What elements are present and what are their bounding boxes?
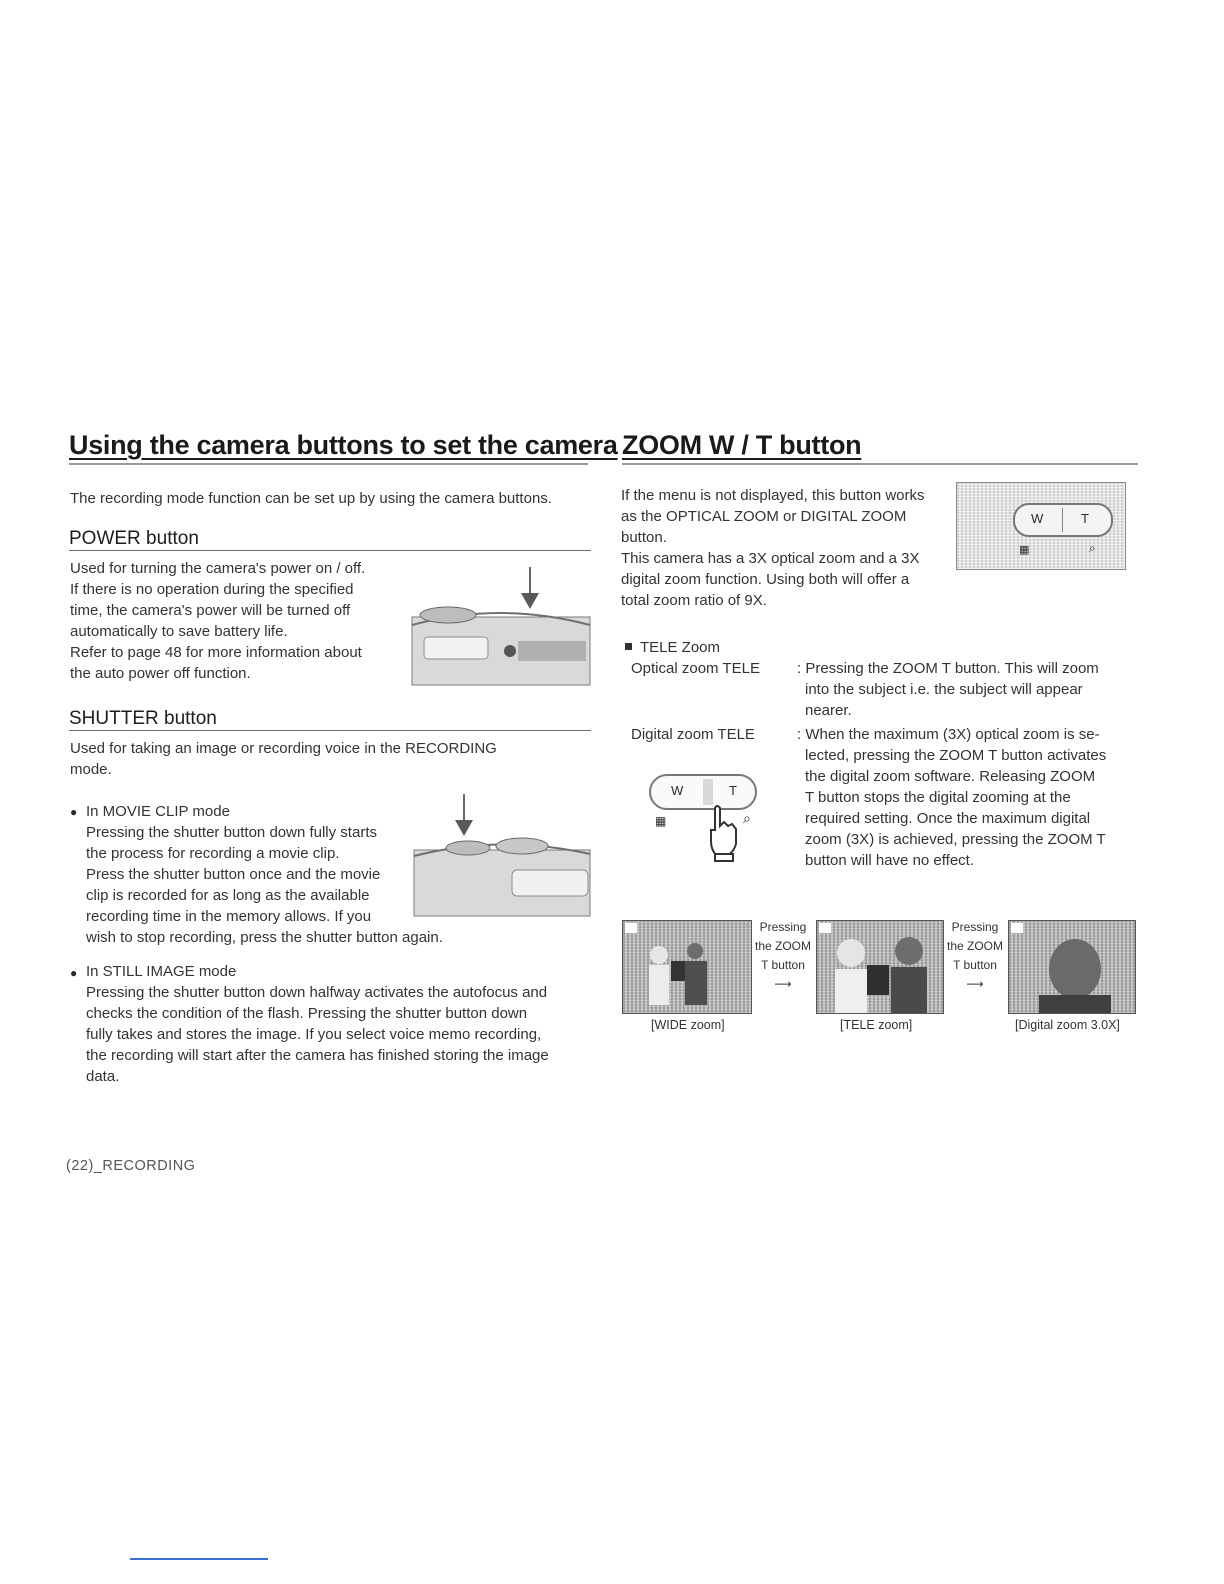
movie-clip-line: Pressing the shutter button down fully starts [86,824,377,841]
still-image-line: Pressing the shutter button down halfway activates the autofocus and [86,984,548,1001]
square-bullet-icon [625,643,632,650]
power-line: the auto power off function. [70,665,251,682]
power-line: time, the camera's power will be turned off [70,602,351,619]
still-image-line: fully takes and stores the image. If you select voice memo recording, [86,1026,542,1043]
wide-zoom-photo [622,920,752,1014]
movie-clip-line: clip is recorded for as long as the available [86,887,370,904]
press-t-illustration [645,770,775,865]
zoom-t-label: T [1081,511,1089,526]
shutter-button-camera-illustration [412,792,592,920]
press-line: the ZOOM [946,939,1003,953]
movie-clip-line: the process for recording a movie clip. [86,845,340,862]
digital-zoom-line: T button stops the digital zooming at the [805,789,1071,806]
power-button-camera-illustration [410,565,592,687]
left-intro: The recording mode function can be set up by using the camera buttons. [70,490,552,507]
digital-zoom-caption: [Digital zoom 3.0X] [1015,1018,1120,1032]
left-section-title: Using the camera buttons to set the camera [69,430,618,460]
digital-zoom-line: the digital zoom software. Releasing ZOOM [805,768,1096,785]
optical-zoom-label: Optical zoom TELE [631,660,760,677]
still-image-line: the recording will start after the camera has finished storing the image [86,1047,549,1064]
still-image-line: data. [86,1068,120,1085]
digital-zoom-line: required setting. Once the maximum digital [805,810,1091,827]
zoom-divider [703,779,713,805]
digital-zoom-photo [1008,920,1136,1014]
optical-zoom-line: : Pressing the ZOOM T button. This will zoom [797,660,1099,677]
zoom-intro [621,485,925,611]
shutter-intro-line: Used for taking an image or recording voice in the RECORDING [70,740,497,757]
right-section-title: ZOOM W / T button [622,430,862,460]
press-line: Pressing [951,920,999,934]
zoom-t-label: T [729,783,737,798]
zoom-w-label: W [1031,511,1044,526]
zoom-intro-line: This camera has a 3X optical zoom and a 3X [621,550,920,567]
power-heading: POWER button [69,528,199,549]
power-heading-rule [69,550,591,551]
digital-zoom-line: : When the maximum (3X) optical zoom is se- [797,726,1100,743]
optical-zoom-line: nearer. [805,702,852,719]
power-line: Used for turning the camera's power on / off. [70,560,366,577]
movie-clip-line: Press the shutter button once and the movie [86,866,381,883]
zoom-intro-line: total zoom ratio of 9X. [621,592,767,609]
digital-zoom-desc [797,724,1106,871]
movie-clip-title: In MOVIE CLIP mode [86,803,230,820]
tele-zoom-caption: [TELE zoom] [840,1018,913,1032]
press-line: Pressing [759,920,807,934]
optical-zoom-line: into the subject i.e. the subject will appear [805,681,1083,698]
bullet-icon: ● [70,966,78,980]
power-line: automatically to save battery life. [70,623,288,640]
still-image-title: In STILL IMAGE mode [86,963,237,980]
digital-zoom-line: lected, pressing the ZOOM T button activates [805,747,1107,764]
press-label-2 [944,918,1006,994]
zoom-intro-line: button. [621,529,667,546]
page-footer-label: (22)_RECORDING [66,1158,196,1174]
wide-grid-icon: ▦ [655,814,667,828]
press-label-1 [752,918,814,994]
tele-zoom-photo [816,920,944,1014]
press-line: T button [953,958,997,972]
shutter-intro [70,738,497,780]
zoom-divider [1062,508,1063,532]
wide-zoom-caption: [WIDE zoom] [651,1018,725,1032]
arrow-right-icon: ⟶ [774,977,792,991]
arrow-right-icon: ⟶ [966,977,984,991]
zoom-intro-line: If the menu is not displayed, this button works [621,487,925,504]
zoom-intro-line: as the OPTICAL ZOOM or DIGITAL ZOOM [621,508,907,525]
digital-zoom-label: Digital zoom TELE [631,726,755,743]
movie-clip-block [86,801,443,948]
shutter-intro-line: mode. [70,761,112,778]
left-title-rule [69,463,588,465]
optical-zoom-desc [797,658,1099,721]
digital-zoom-line: zoom (3X) is achieved, pressing the ZOOM T [805,831,1106,848]
shutter-heading: SHUTTER button [69,708,217,729]
press-line: T button [761,958,805,972]
movie-clip-line: wish to stop recording, press the shutter button again. [86,929,443,946]
pointing-hand-icon [703,804,743,862]
bottom-blue-rule [130,1558,268,1560]
movie-clip-line: recording time in the memory allows. If you [86,908,372,925]
tele-magnifier-icon: ⌕ [1089,541,1096,555]
tele-zoom-heading: TELE Zoom [640,639,721,656]
magnifier-icon: ⌕ [743,810,751,826]
power-line: If there is no operation during the specified [70,581,354,598]
shutter-heading-rule [69,730,591,731]
digital-zoom-line: button will have no effect. [805,852,974,869]
still-image-block [86,961,549,1087]
zoom-rocker-illustration [1013,503,1113,537]
bullet-icon: ● [70,805,78,819]
wide-grid-icon: ▦ [1019,544,1030,556]
power-text [70,558,365,684]
still-image-line: checks the condition of the flash. Pressing the shutter button down [86,1005,528,1022]
zoom-button-closeup-illustration [956,482,1126,570]
press-line: the ZOOM [754,939,811,953]
right-title-rule [622,463,1138,465]
zoom-intro-line: digital zoom function. Using both will offer a [621,571,910,588]
power-line: Refer to page 48 for more information about [70,644,362,661]
zoom-w-label: W [671,783,684,798]
